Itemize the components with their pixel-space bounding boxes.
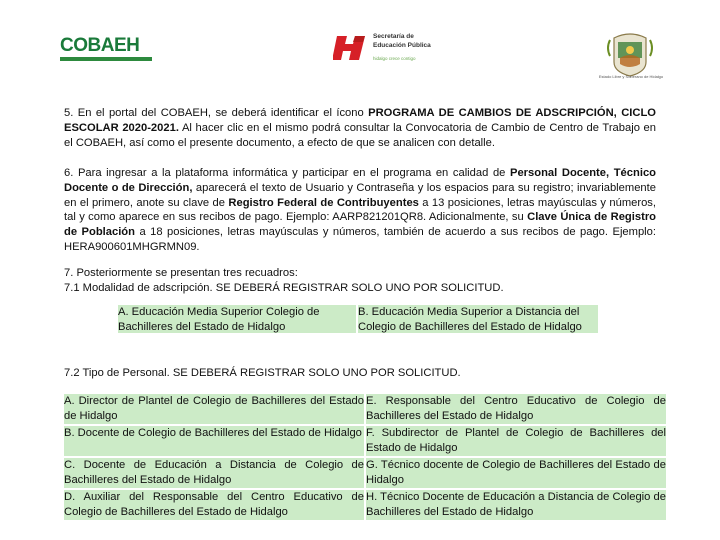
personal-type-d: D. Auxiliar del Responsable del Centro Educativo de Colegio de Bachilleres del Estado de Hidalgo [64,490,364,520]
table-row [64,490,666,520]
section-6-part3: a 13 posiciones, letras mayúsculas y números, tal y como aparece en sus recibos de pago. Ejemplo: AARP821201QR8. Adicionalmente, su [64,196,657,224]
personal-type-c: C. Docente de Educación a Distancia de Colegio de Bachilleres del Estado de Hidalgo [64,458,364,488]
cobaeh-logo-bar [60,57,152,61]
section-7-2-heading: 7.2 Tipo de Personal. SE DEBERÁ REGISTRAR SOLO UNO POR SOLICITUD. [64,367,461,379]
sep-title [373,32,431,50]
section-7-line1: 7. Posteriormente se presentan tres recuadros: [64,267,298,279]
section-6-paragraph [64,166,656,255]
section-5-bold: PROGRAMA DE CAMBIOS DE ADSCRIPCIÓN, CICLO ESCOLAR 2020-2021. [64,107,656,134]
personal-type-f: F. Subdirector de Plantel de Colegio de Bachilleres del Estado de Hidalgo [366,426,666,456]
section-6-part1: 6. Para ingresar a la plataforma informática y participar en el programa en calidad de [64,167,510,179]
section-5-lead: 5. En el portal del COBAEH, se deberá identificar el ícono [64,107,369,119]
section-7-line2: 7.1 Modalidad de adscripción. SE DEBERÁ REGISTRAR SOLO UNO POR SOLICITUD. [64,281,504,294]
sep-logo [333,30,453,66]
section-6-part2: aparecerá el texto de Usuario y Contraseña y los espacios para su registro; invariablemente en el primero, anote su clave de [64,181,656,209]
document-header [0,0,720,95]
sep-subtitle: hidalgo crece contigo [373,56,416,61]
personal-type-grid [64,394,666,522]
cobaeh-logo-text: COBAEH [60,35,140,56]
cobaeh-logo [60,36,152,62]
personal-type-h: H. Técnico Docente de Educación a Distancia de Colegio de Bachilleres del Estado de Hidalgo [366,490,666,520]
hidalgo-seal-icon [600,28,660,88]
section-5-tail: Al hacer clic en el mismo podrá consultar la Convocatoria de Cambio de Centro de Trabajo en el COBAEH, así como el presente documento, a efecto de que se analicen con detalle. [64,121,656,149]
section-6-bold1: Personal Docente, Técnico Docente o de Dirección, [64,167,656,194]
sep-h-icon [333,30,367,64]
modalidad-option-a: A. Educación Media Superior Colegio de Bachilleres del Estado de Hidalgo [118,305,356,333]
section-6-part4: a 18 posiciones, letras mayúsculas y números, también de acuerdo a sus recibos de pago. Ejemplo: HERA900601MHGRMN09. [64,226,657,253]
sep-title-line2: Educación Pública [373,42,431,49]
sep-title-line1: Secretaría de [373,33,414,40]
personal-type-a: A. Director de Plantel de Colegio de Bachilleres del Estado de Hidalgo [64,394,364,424]
seal-caption: Estado Libre y Soberano de Hidalgo [598,74,664,79]
personal-type-e: E. Responsable del Centro Educativo de Colegio de Bachilleres del Estado de Hidalgo [366,394,666,424]
section-6-bold3: Clave Única de Registro de Población [64,211,657,239]
personal-type-g: G. Técnico docente de Colegio de Bachilleres del Estado de Hidalgo [366,458,666,488]
table-row [64,394,666,424]
section-6-bold2: Registro Federal de Contribuyentes [228,196,419,209]
table-row [64,426,666,456]
table-row [64,458,666,488]
modalidad-option-b: B. Educación Media Superior a Distancia del Colegio de Bachilleres del Estado de Hidalgo [358,305,598,333]
section-7-paragraph [64,266,656,296]
section-5-paragraph [64,106,656,150]
personal-type-b: B. Docente de Colegio de Bachilleres del Estado de Hidalgo [64,426,364,456]
